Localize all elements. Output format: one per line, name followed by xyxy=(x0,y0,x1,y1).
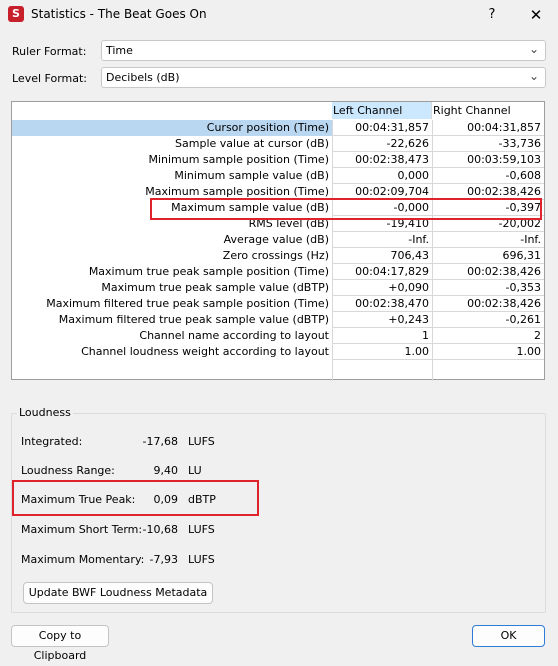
right-value: 00:02:38,426 xyxy=(432,184,544,200)
row-name: Channel name according to layout xyxy=(139,329,329,342)
max-true-peak-value: 0,09 xyxy=(153,493,178,506)
app-icon: S xyxy=(8,6,24,22)
right-value: -0,353 xyxy=(432,280,544,296)
title-bar xyxy=(0,0,558,30)
table-row[interactable] xyxy=(12,312,544,328)
close-button[interactable]: ✕ xyxy=(529,6,543,24)
level-format-label: Level Format: xyxy=(12,72,88,85)
table-row[interactable] xyxy=(12,296,544,312)
max-momentary-unit: LUFS xyxy=(188,553,215,566)
chevron-down-icon: ⌄ xyxy=(528,42,539,56)
loudness-range-label: Loudness Range: xyxy=(21,464,115,477)
left-value: 00:02:38,473 xyxy=(332,152,432,168)
max-true-peak-label: Maximum True Peak: xyxy=(21,493,136,506)
loudness-range-value: 9,40 xyxy=(153,464,178,477)
right-value: -Inf. xyxy=(432,232,544,248)
row-name: Cursor position (Time) xyxy=(12,120,332,136)
table-row[interactable] xyxy=(12,168,544,184)
right-value: -0,608 xyxy=(432,168,544,184)
ruler-format-select[interactable] xyxy=(101,40,546,61)
left-value: 00:02:38,470 xyxy=(332,296,432,312)
right-value: -0,261 xyxy=(432,312,544,328)
row-name: Minimum sample position (Time) xyxy=(148,153,329,166)
copy-to-clipboard-button[interactable]: Copy to Clipboard xyxy=(11,625,109,647)
integrated-unit: LUFS xyxy=(188,435,215,448)
left-value: 00:04:17,829 xyxy=(332,264,432,280)
column-header-left-channel[interactable]: Left Channel xyxy=(332,102,432,119)
right-value: 00:03:59,103 xyxy=(432,152,544,168)
row-name: Channel loudness weight according to layout xyxy=(81,345,329,358)
right-value: 696,31 xyxy=(432,248,544,264)
chevron-down-icon: ⌄ xyxy=(528,69,539,83)
highlight-box-max-true-peak xyxy=(12,480,259,516)
left-value: 0,000 xyxy=(332,168,432,184)
column-header-right-channel[interactable]: Right Channel xyxy=(433,104,511,117)
right-value: 00:02:38,426 xyxy=(432,296,544,312)
level-format-select[interactable] xyxy=(101,67,546,88)
empty-cell-divider xyxy=(332,360,333,381)
row-name: Maximum filtered true peak sample value (dBTP) xyxy=(58,313,329,326)
right-value: 00:02:38,426 xyxy=(432,264,544,280)
update-bwf-button[interactable]: Update BWF Loudness Metadata xyxy=(23,582,213,604)
row-name: Minimum sample value (dB) xyxy=(174,169,329,182)
table-row[interactable] xyxy=(12,152,544,168)
highlight-box-max-sample-value xyxy=(150,198,542,220)
row-name: Average value (dB) xyxy=(223,233,329,246)
row-name: Maximum sample position (Time) xyxy=(145,185,329,198)
left-value: 706,43 xyxy=(332,248,432,264)
table-row[interactable] xyxy=(12,328,544,344)
left-value: +0,243 xyxy=(332,312,432,328)
left-value: -Inf. xyxy=(332,232,432,248)
right-value: -0,397 xyxy=(432,200,544,216)
left-value: 1.00 xyxy=(332,344,432,360)
left-value: -19,410 xyxy=(332,216,432,232)
max-short-term-value: -10,68 xyxy=(142,523,178,536)
left-value: -0,000 xyxy=(332,200,432,216)
max-momentary-value: -7,93 xyxy=(149,553,178,566)
row-name: Maximum true peak sample value (dBTP) xyxy=(101,281,329,294)
left-value: +0,090 xyxy=(332,280,432,296)
loudness-group-title: Loudness xyxy=(19,406,71,419)
right-value: -33,736 xyxy=(432,136,544,152)
ok-button[interactable]: OK xyxy=(472,625,545,647)
table-row[interactable] xyxy=(12,280,544,296)
help-button[interactable]: ? xyxy=(488,7,496,22)
table-row[interactable] xyxy=(12,248,544,264)
statistics-table[interactable] xyxy=(11,101,545,380)
table-row[interactable] xyxy=(12,264,544,280)
max-short-term-label: Maximum Short Term: xyxy=(21,523,143,536)
row-name: Sample value at cursor (dB) xyxy=(175,137,329,150)
ruler-format-label: Ruler Format: xyxy=(12,45,87,58)
right-value: 00:04:31,857 xyxy=(432,120,544,136)
integrated-value: -17,68 xyxy=(142,435,178,448)
left-value: -22,626 xyxy=(332,136,432,152)
ruler-format-value: Time xyxy=(106,44,133,57)
empty-cell-divider xyxy=(432,360,433,381)
max-momentary-label: Maximum Momentary: xyxy=(21,553,145,566)
left-value: 00:04:31,857 xyxy=(332,120,432,136)
left-value: 1 xyxy=(332,328,432,344)
integrated-label: Integrated: xyxy=(21,435,83,448)
window-title: Statistics - The Beat Goes On xyxy=(31,7,207,21)
right-value: 2 xyxy=(432,328,544,344)
row-name: Zero crossings (Hz) xyxy=(222,249,329,262)
row-name: RMS level (dB) xyxy=(248,217,329,230)
max-short-term-unit: LUFS xyxy=(188,523,215,536)
level-format-value: Decibels (dB) xyxy=(106,71,180,84)
row-name: Maximum filtered true peak sample position (Time) xyxy=(46,297,329,310)
row-name: Maximum true peak sample position (Time) xyxy=(88,265,329,278)
right-value: -20,002 xyxy=(432,216,544,232)
table-row[interactable] xyxy=(12,344,544,360)
table-row[interactable] xyxy=(12,232,544,248)
table-row[interactable] xyxy=(12,136,544,152)
right-value: 1.00 xyxy=(432,344,544,360)
loudness-range-unit: LU xyxy=(188,464,202,477)
table-row[interactable] xyxy=(12,120,544,136)
max-true-peak-unit: dBTP xyxy=(188,493,216,506)
row-name: Maximum sample value (dB) xyxy=(171,201,329,214)
left-value: 00:02:09,704 xyxy=(332,184,432,200)
